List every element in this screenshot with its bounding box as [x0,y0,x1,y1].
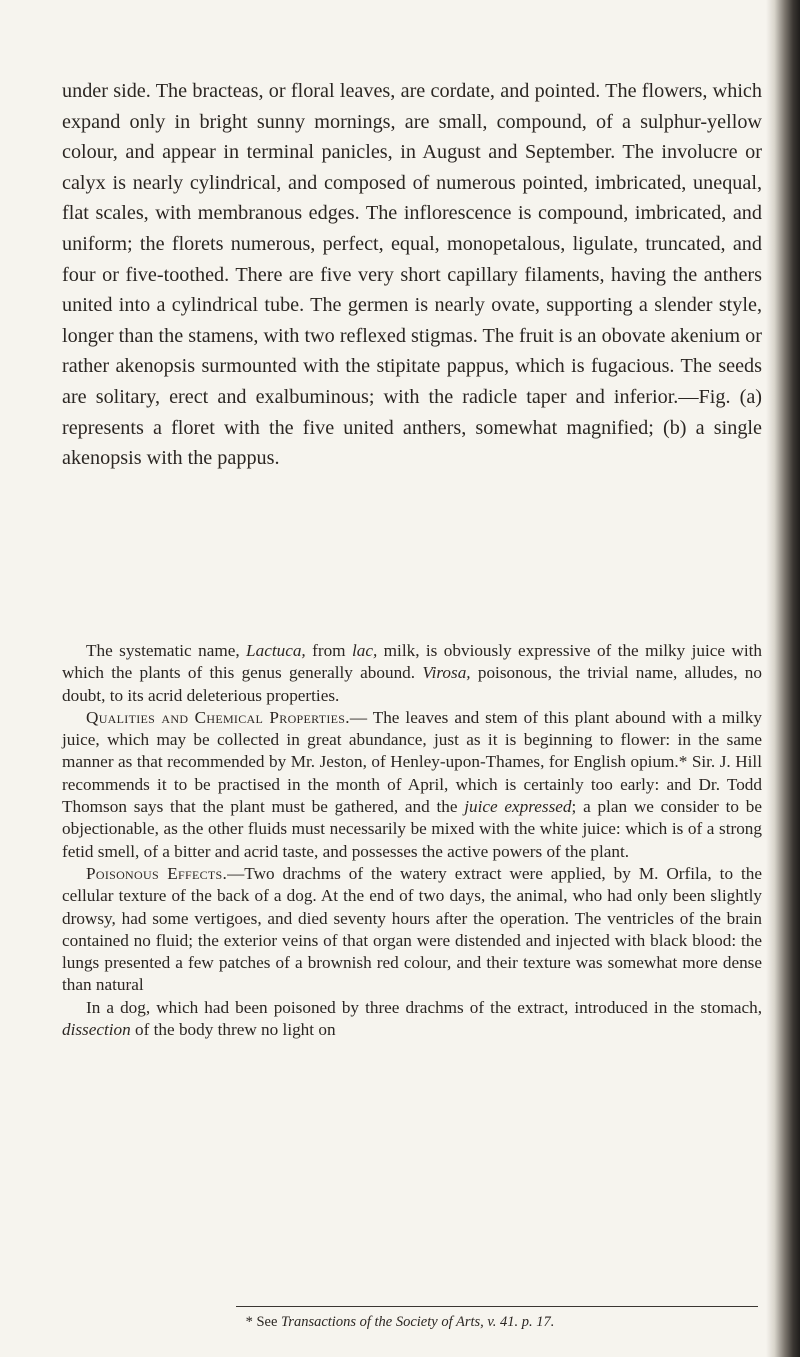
binding-edge [766,0,800,1357]
text-run: * See [245,1314,282,1330]
genus-name: Lactuca, [246,641,306,660]
text-run: —Two drachms of the watery extract were applied, by M. Orfila, to the cellular texture of the back of a dog. At the end of two days, the animal, who had only been slightly drowsy, had some vertigoes, and died seventy hours after the operation. The ventricles of the brain contained no fluid; the exterior veins of that organ were distended and injected with black blood: the lungs presented a few patches of a brownish red colour, and their texture was somewhat more dense than natural [62,863,763,995]
text-run: — The leaves and stem of this plant abound with a milky juice, which may be collected in great abundance, just as it is beginning to flower: in the same manner as that recommended by Mr. Jeston, of Henley-upon-Thames, for English opium.* Sir. J. Hill recommends it to be practised in the month of April, which is certainly too early: and Dr. Todd Thomson says that the plant must be gathered, and the [62,707,762,817]
emphasis: dissection [62,1020,131,1040]
cited-work: Transactions of the Society of Arts, [281,1314,484,1330]
citation-volume: v. 41. p. 17. [483,1314,555,1330]
dog-experiment-paragraph [62,997,762,1042]
notes-section [62,640,762,1041]
text-run: The systematic name, [86,641,247,660]
text-run: poisonous, the trivial name, alludes, no doubt, to its acrid deleterious properties. [62,663,762,705]
text-run: ; a plan we consider to be objectionable, as the other fluids must necessarily be mixed with the white juice: which is of a strong fetid smell, of a bitter and acrid taste, and possesses the active powers of the plant. [62,797,762,861]
qualities-paragraph [62,707,762,863]
text-run: of the body threw no light on [130,1020,336,1040]
species-name: Virosa, [422,663,471,683]
text-run: from [305,641,352,660]
description-paragraph: under side. The bracteas, or floral leaves, are cordate, and pointed. The flowers, which expand only in bright sunny mornings, are small, compound, of a sulphur-yellow colour, and appear in terminal panicles, in August and September. The involucre or calyx is nearly cylindrical, and composed of numerous pointed, imbricated, unequal, flat scales, with membranous edges. The inflorescence is compound, imbricated, and uniform; the florets numerous, perfect, equal, monopetalous, ligulate, truncated, and four or five-toothed. There are five very short capillary filaments, having the anthers united into a cylindrical tube. The germen is nearly ovate, supporting a slender style, longer than the stamens, with two reflexed stigmas. The fruit is an obovate akenium or rather akenopsis surmounted with the stipitate pappus, which is fugacious. The seeds are solitary, erect and exalbuminous; with the radicle taper and inferior.—Fig. (a) represents a floret with the five united anthers, somewhat magnified; (b) a single akenopsis with the pappus. [62,80,762,470]
text-run: milk, is obviously expressive of the milky juice with which the plants of this genus generally abound. [62,641,763,683]
footnote [0,1312,800,1332]
text-run: In a dog, which had been poisoned by three drachms of the extract, introduced in the stomach, [86,997,762,1017]
poisonous-effects-paragraph [62,863,762,997]
latin-word: lac, [351,641,378,660]
footnote-divider [236,1306,758,1307]
emphasis: juice expressed [464,797,572,817]
systematic-name-paragraph [62,640,762,707]
botanical-description [62,76,762,474]
section-heading: Poisonous Effects. [86,863,228,883]
section-heading: Qualities and Chemical Properties. [86,707,350,727]
